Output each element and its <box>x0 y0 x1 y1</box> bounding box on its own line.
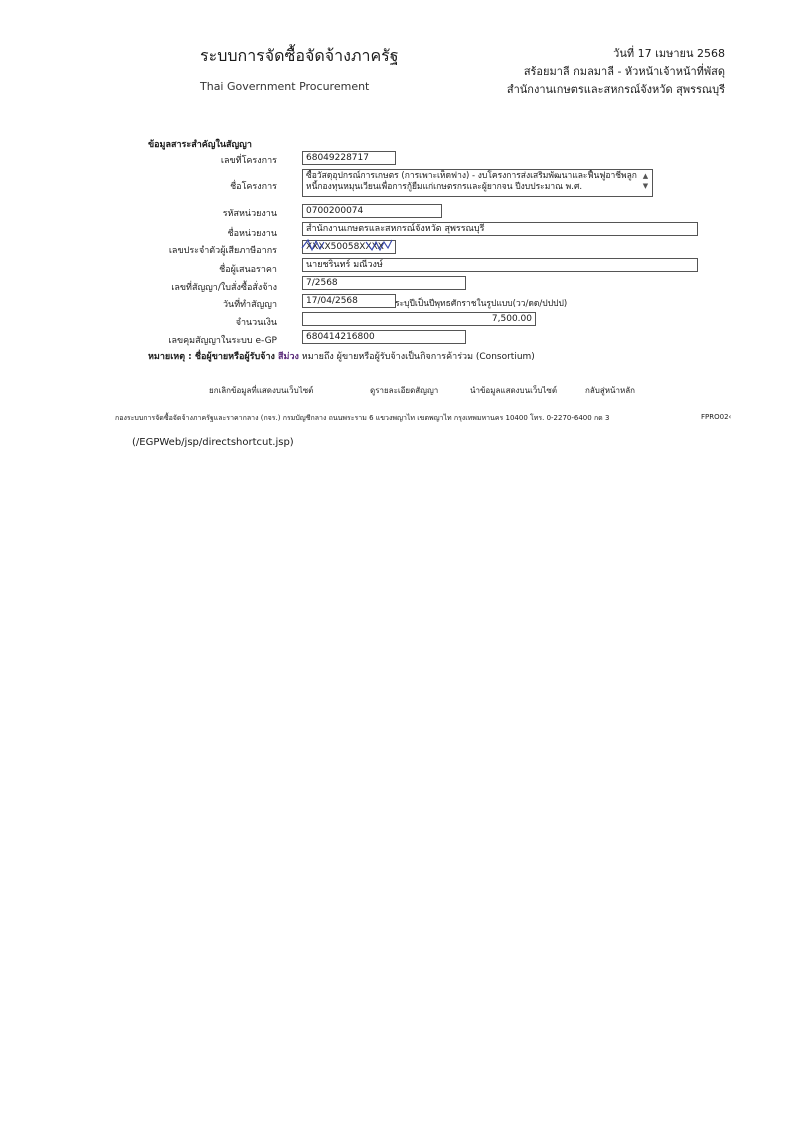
tax-id-field[interactable]: XXXX50058XXXX <box>302 240 396 254</box>
bidder-name-label: ชื่อผู้เสนอราคา <box>219 265 277 275</box>
publish-to-website-link[interactable]: นำข้อมูลแสดงบนเว็บไซต์ <box>470 386 558 395</box>
system-title: ระบบการจัดซื้อจัดจ้างภาครัฐ <box>200 46 399 65</box>
contract-no-label: เลขที่สัญญา/ใบสั่งซื้อสั่งจ้าง <box>171 283 277 293</box>
view-contract-detail-link[interactable]: ดูรายละเอียดสัญญา <box>370 386 439 395</box>
contract-no-field[interactable]: 7/2568 <box>302 276 466 290</box>
date-format-hint: ระบุปีเป็นปีพุทธศักราชในรูปแบบ(วว/ดด/ปปปป) <box>395 299 568 309</box>
note-purple-word: สีม่วง <box>278 352 299 362</box>
agency-name-field[interactable]: สำนักงานเกษตรและสหกรณ์จังหวัด สุพรรณบุรี <box>302 222 698 236</box>
amount-label: จำนวนเงิน <box>235 318 277 328</box>
page-url: (/EGPWeb/jsp/directshortcut.jsp) <box>132 437 294 448</box>
project-name-label: ชื่อโครงการ <box>230 182 277 192</box>
contract-date-label: วันที่ทำสัญญา <box>222 300 277 310</box>
officer-name: สร้อยมาลี กมลมาลี - หัวหน้าเจ้าหน้าที่พัสดุ <box>523 65 725 78</box>
agency-name-label: ชื่อหน่วยงาน <box>227 229 277 239</box>
note-prefix: หมายเหตุ : ชื่อผู้ขายหรือผู้รับจ้าง <box>148 352 279 362</box>
print-date: วันที่ 17 เมษายน 2568 <box>613 47 725 60</box>
redaction-scribble-icon <box>300 236 400 256</box>
textarea-scroll-arrows-icon[interactable]: ▲ ▼ <box>642 172 649 190</box>
note-suffix: หมายถึง ผู้ขายหรือผู้รับจ้างเป็นกิจการค้าร่วม (Consortium) <box>298 352 535 362</box>
egp-contract-no-label: เลขคุมสัญญาในระบบ e-GP <box>168 336 277 346</box>
office-name: สำนักงานเกษตรและสหกรณ์จังหวัด สุพรรณบุรี <box>506 83 725 96</box>
egp-contract-no-field[interactable]: 680414216800 <box>302 330 466 344</box>
tax-id-label: เลขประจำตัวผู้เสียภาษีอากร <box>168 246 277 256</box>
back-to-home-link[interactable]: กลับสู่หน้าหลัก <box>585 386 635 395</box>
amount-field[interactable]: 7,500.00 <box>302 312 536 326</box>
section-title: ข้อมูลสาระสำคัญในสัญญา <box>148 140 252 150</box>
form-code: FPRO02‹ <box>701 413 732 421</box>
bidder-name-field[interactable]: นายชรินทร์ มณีวงษ์ <box>302 258 698 272</box>
project-no-label: เลขที่โครงการ <box>220 156 277 166</box>
project-name-field[interactable] <box>302 169 653 197</box>
system-subtitle: Thai Government Procurement <box>200 80 370 93</box>
project-no-field[interactable]: 68049228717 <box>302 151 396 165</box>
footer-address: กองระบบการจัดซื้อจัดจ้างภาครัฐและราคากลาง (กจร.) กรมบัญชีกลาง ถนนพระราม 6 แขวงพญาไท เขตพญาไท กรุงเทพมหานคร 10400 โทร. 0-2270-6400 กด 3 <box>115 414 610 422</box>
project-name-text: ซื้อวัสดุอุปกรณ์การเกษตร (การเพาะเห็ดฟาง) - งบโครงการส่งเสริมพัฒนาและฟื้นฟูอาชีพลูกหนี้กองทุนหมุนเวียนเพื่อการกู้ยืมแก่เกษตรกรและผู้ยากจน ปีงบประมาณ พ.ศ. <box>306 171 637 192</box>
agency-code-field[interactable]: 0700200074 <box>302 204 442 218</box>
agency-code-label: รหัสหน่วยงาน <box>222 209 277 219</box>
cancel-display-link[interactable]: ยกเลิกข้อมูลที่แสดงบนเว็บไซต์ <box>209 386 314 395</box>
contract-date-field[interactable]: 17/04/2568 <box>302 294 396 308</box>
consortium-note <box>148 349 535 363</box>
